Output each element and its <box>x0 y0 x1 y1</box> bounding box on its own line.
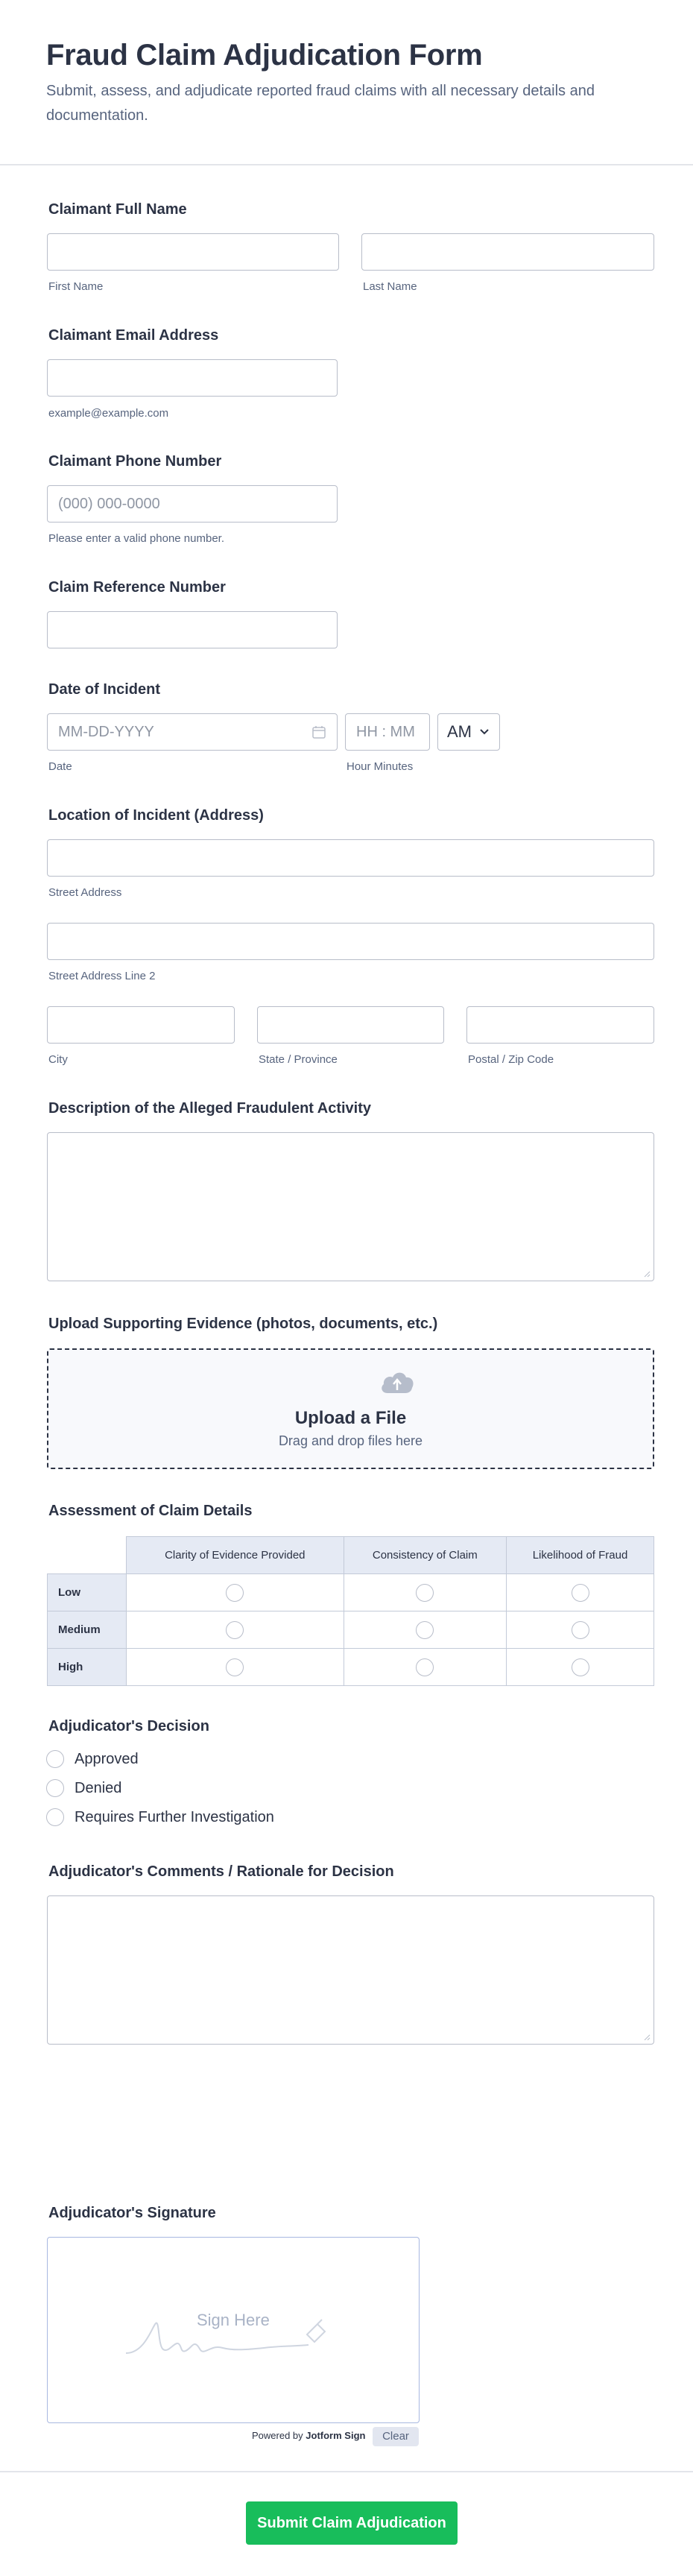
matrix-row-label: Medium <box>48 1611 127 1649</box>
decision-option-label: Requires Further Investigation <box>75 1808 274 1825</box>
form-header <box>0 0 693 165</box>
street-address-input[interactable] <box>47 839 654 877</box>
matrix-cell <box>344 1574 506 1611</box>
zip-sublabel: Postal / Zip Code <box>468 1053 554 1066</box>
last-name-input[interactable] <box>361 233 654 271</box>
resize-handle-icon[interactable] <box>643 2033 651 2041</box>
cloud-upload-icon <box>379 1368 416 1398</box>
claim-reference-input[interactable] <box>47 611 338 648</box>
claimant-name-label: Claimant Full Name <box>48 201 187 218</box>
incident-date-label: Date of Incident <box>48 681 161 698</box>
radio-button[interactable] <box>46 1808 64 1826</box>
first-name-sublabel: First Name <box>48 280 104 293</box>
matrix-cell <box>507 1611 654 1649</box>
submit-button[interactable]: Submit Claim Adjudication <box>246 2501 458 2545</box>
matrix-cell <box>344 1611 506 1649</box>
matrix-column-header: Likelihood of Fraud <box>507 1537 654 1574</box>
ampm-select[interactable] <box>437 713 500 751</box>
form-title: Fraud Claim Adjudication Form <box>46 39 483 72</box>
first-name-input[interactable] <box>47 233 339 271</box>
state-sublabel: State / Province <box>259 1053 338 1066</box>
city-sublabel: City <box>48 1053 68 1066</box>
matrix-column-header: Consistency of Claim <box>344 1537 506 1574</box>
street-address-2-input[interactable] <box>47 923 654 960</box>
phone-input[interactable] <box>47 485 338 523</box>
last-name-sublabel: Last Name <box>363 280 417 293</box>
matrix-radio[interactable] <box>416 1584 434 1602</box>
powered-brand: Jotform Sign <box>306 2430 366 2441</box>
city-input[interactable] <box>47 1006 235 1044</box>
form-subtitle: Submit, assess, and adjudicate reported fraud claims with all necessary details and documentation. <box>46 83 595 124</box>
matrix-radio[interactable] <box>416 1621 434 1639</box>
description-textarea[interactable] <box>47 1132 654 1281</box>
time-placeholder: HH : MM <box>356 724 415 740</box>
incident-location-label: Location of Incident (Address) <box>48 807 264 824</box>
email-sublabel: example@example.com <box>48 407 169 420</box>
matrix-cell <box>127 1611 344 1649</box>
date-sublabel: Date <box>48 760 72 773</box>
radio-button[interactable] <box>46 1779 64 1797</box>
footer-divider <box>0 2471 693 2472</box>
comments-label: Adjudicator's Comments / Rationale for Decision <box>48 1863 394 1880</box>
street-address-2-sublabel: Street Address Line 2 <box>48 970 156 982</box>
upload-title: Upload a File <box>294 1408 407 1428</box>
email-input[interactable] <box>47 359 338 397</box>
claimant-email-label: Claimant Email Address <box>48 327 219 344</box>
phone-placeholder: (000) 000-0000 <box>58 496 160 512</box>
decision-option-approved[interactable] <box>46 1750 139 1768</box>
signature-pad[interactable] <box>47 2237 420 2423</box>
matrix-radio[interactable] <box>416 1658 434 1676</box>
signature-placeholder: Sign Here <box>197 2311 270 2329</box>
decision-option-label: Approved <box>75 1750 139 1767</box>
claimant-phone-label: Claimant Phone Number <box>48 453 222 470</box>
upload-subtitle: Drag and drop files here <box>278 1433 423 1448</box>
signature-label: Adjudicator's Signature <box>48 2205 216 2221</box>
matrix-radio[interactable] <box>226 1584 244 1602</box>
matrix-radio[interactable] <box>226 1621 244 1639</box>
matrix-column-header: Clarity of Evidence Provided <box>127 1537 344 1574</box>
matrix-cell <box>507 1649 654 1686</box>
matrix-corner <box>48 1537 127 1574</box>
decision-option-further-investigation[interactable] <box>46 1808 274 1826</box>
ampm-value: AM <box>447 722 472 741</box>
street-address-sublabel: Street Address <box>48 886 122 899</box>
calendar-icon[interactable] <box>311 724 326 739</box>
matrix-cell <box>507 1574 654 1611</box>
state-input[interactable] <box>257 1006 444 1044</box>
matrix-radio[interactable] <box>572 1658 589 1676</box>
clear-signature-button[interactable]: Clear <box>373 2427 419 2446</box>
comments-textarea[interactable] <box>47 1895 654 2045</box>
powered-by <box>252 2430 365 2441</box>
matrix-row-label: Low <box>48 1574 127 1611</box>
assessment-matrix <box>47 1536 654 1686</box>
time-input[interactable] <box>345 713 430 751</box>
zip-input[interactable] <box>466 1006 654 1044</box>
powered-prefix: Powered by <box>252 2430 303 2441</box>
resize-handle-icon[interactable] <box>643 1270 651 1278</box>
decision-option-label: Denied <box>75 1779 122 1796</box>
matrix-cell <box>127 1574 344 1611</box>
decision-option-denied[interactable] <box>46 1779 121 1797</box>
decision-label: Adjudicator's Decision <box>48 1718 209 1734</box>
date-input[interactable] <box>47 713 338 751</box>
date-placeholder: MM-DD-YYYY <box>58 724 154 740</box>
matrix-radio[interactable] <box>226 1658 244 1676</box>
claim-reference-label: Claim Reference Number <box>48 579 226 596</box>
matrix-cell <box>127 1649 344 1686</box>
description-label: Description of the Alleged Fraudulent Activity <box>48 1100 372 1117</box>
file-upload-dropzone[interactable] <box>47 1348 654 1469</box>
matrix-radio[interactable] <box>572 1584 589 1602</box>
phone-sublabel: Please enter a valid phone number. <box>48 532 224 545</box>
matrix-row-label: High <box>48 1649 127 1686</box>
radio-button[interactable] <box>46 1750 64 1768</box>
chevron-down-icon <box>479 728 490 736</box>
matrix-cell <box>344 1649 506 1686</box>
matrix-radio[interactable] <box>572 1621 589 1639</box>
assessment-label: Assessment of Claim Details <box>48 1503 253 1519</box>
upload-label: Upload Supporting Evidence (photos, documents, etc.) <box>48 1316 438 1332</box>
time-sublabel: Hour Minutes <box>346 760 414 773</box>
